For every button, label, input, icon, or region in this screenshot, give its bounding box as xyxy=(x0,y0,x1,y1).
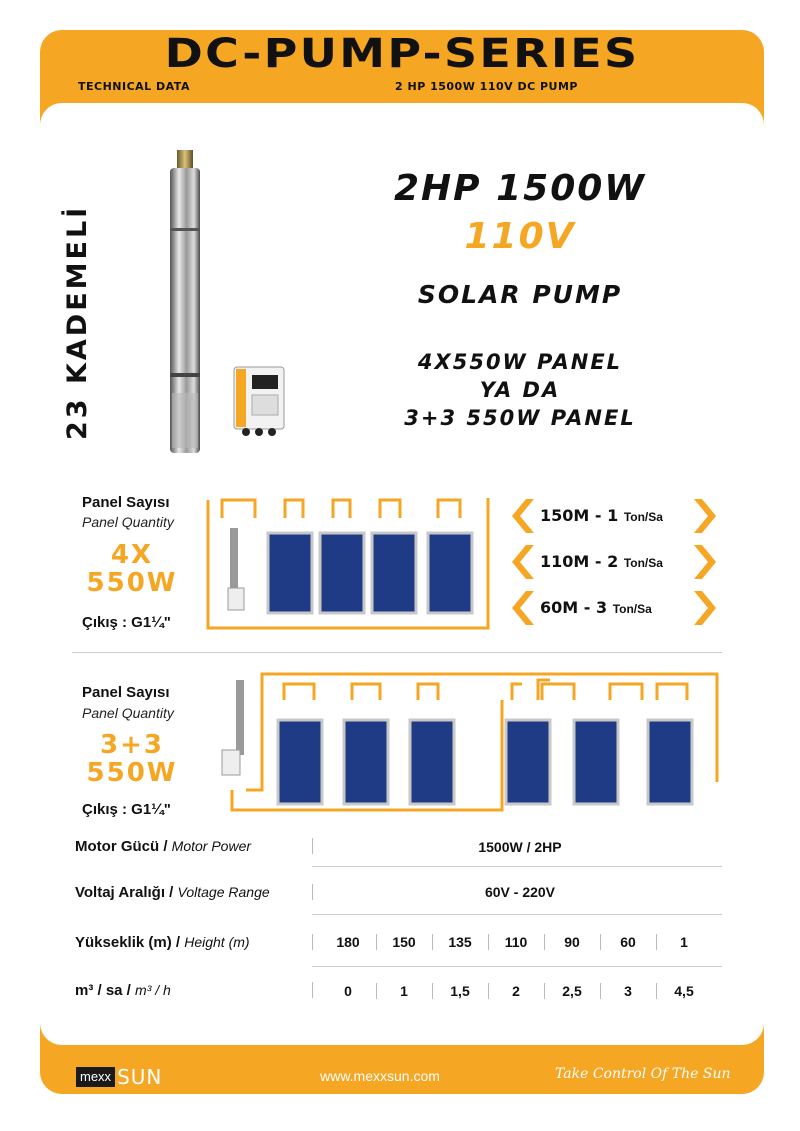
spec-separator xyxy=(488,934,489,950)
hero-power: 2HP 1500W xyxy=(394,168,646,209)
spec-height-cell: 150 xyxy=(392,934,416,950)
hero-option-or: YA DA xyxy=(479,378,561,402)
spec-separator xyxy=(312,982,313,998)
spec-height-cell: 110 xyxy=(504,934,528,950)
pump-image xyxy=(160,148,210,458)
spec-separator xyxy=(312,838,313,854)
stage-count-label: 23 KADEMELİ xyxy=(62,204,93,440)
spec-separator xyxy=(488,983,489,999)
brand-logo-sun: SUN xyxy=(117,1065,163,1089)
spec-voltage-value: 60V - 220V xyxy=(484,884,556,900)
spec-flow-cell: 2,5 xyxy=(562,983,582,999)
spec-separator xyxy=(600,934,601,950)
spec-height-cell: 60 xyxy=(620,934,636,950)
config1-label-en: Panel Quantity xyxy=(82,514,174,530)
spec-flow-cell: 3 xyxy=(624,983,632,999)
spec-voltage-label: Voltaj Aralığı / Voltage Range xyxy=(75,884,270,901)
config1-qty-count: 4X xyxy=(110,540,154,570)
spec-separator xyxy=(544,934,545,950)
spec-flow-cell: 1,5 xyxy=(450,983,470,999)
config1-wiring-diagram xyxy=(200,488,496,632)
config2-wiring-diagram xyxy=(212,670,722,820)
brand-slogan: Take Control Of The Sun xyxy=(555,1066,731,1082)
spec-motor-label: Motor Gücü / Motor Power xyxy=(75,838,252,855)
spec-separator xyxy=(312,934,313,950)
config2-qty-count: 3+3 xyxy=(100,730,164,760)
config2-qty-watt: 550W xyxy=(86,758,178,788)
spec-separator xyxy=(376,983,377,999)
spec-separator xyxy=(312,884,313,900)
spec-flow-cell: 2 xyxy=(512,983,520,999)
spec-separator xyxy=(432,934,433,950)
hero-option-1: 4X550W PANEL xyxy=(417,350,623,374)
config1-performance-2: 110M - 2 Ton/Sa xyxy=(504,543,724,581)
spec-separator xyxy=(432,983,433,999)
spec-flow-label: m³ / sa / m³ / h xyxy=(75,982,171,999)
config2-label: Panel Sayısı xyxy=(82,684,170,701)
spec-height-cell: 90 xyxy=(564,934,580,950)
section-divider xyxy=(72,652,722,653)
spec-flow-cell: 1 xyxy=(400,983,408,999)
config1-outlet: Çıkış : G1¼" xyxy=(82,614,171,631)
brand-logo xyxy=(76,1067,162,1087)
spec-flow-cell: 0 xyxy=(344,983,352,999)
spec-separator xyxy=(376,934,377,950)
spec-height-cell: 1 xyxy=(680,934,688,950)
brand-logo-mexx: mexx xyxy=(76,1067,115,1087)
spec-flow-cell: 4,5 xyxy=(674,983,694,999)
config1-performance-3: 60M - 3 Ton/Sa xyxy=(504,589,724,627)
spec-separator xyxy=(600,983,601,999)
hero-product-type: SOLAR PUMP xyxy=(417,280,623,309)
product-name-label: 2 HP 1500W 110V DC PUMP xyxy=(395,80,578,93)
spec-separator xyxy=(656,983,657,999)
controller-image xyxy=(232,365,287,437)
hero-option-2: 3+3 550W PANEL xyxy=(404,406,636,430)
website-link[interactable]: www.mexxsun.com xyxy=(320,1068,440,1084)
config1-qty-watt: 550W xyxy=(86,568,178,598)
spec-height-cell: 180 xyxy=(336,934,360,950)
spec-motor-value: 1500W / 2HP xyxy=(478,839,562,855)
spec-separator xyxy=(656,934,657,950)
config2-outlet: Çıkış : G1¼" xyxy=(82,801,171,818)
spec-height-label: Yükseklik (m) / Height (m) xyxy=(75,934,250,951)
spec-height-cell: 135 xyxy=(448,934,472,950)
spec-divider xyxy=(312,914,722,915)
hero-voltage: 110V xyxy=(464,216,576,257)
spec-separator xyxy=(544,983,545,999)
technical-data-label: TECHNICAL DATA xyxy=(78,80,190,93)
config1-label: Panel Sayısı xyxy=(82,494,170,511)
series-title: DC-PUMP-SERIES xyxy=(164,31,640,77)
spec-divider xyxy=(312,966,722,967)
spec-divider xyxy=(312,866,722,867)
config1-performance-1: 150M - 1 Ton/Sa xyxy=(504,497,724,535)
config2-label-en: Panel Quantity xyxy=(82,705,174,721)
